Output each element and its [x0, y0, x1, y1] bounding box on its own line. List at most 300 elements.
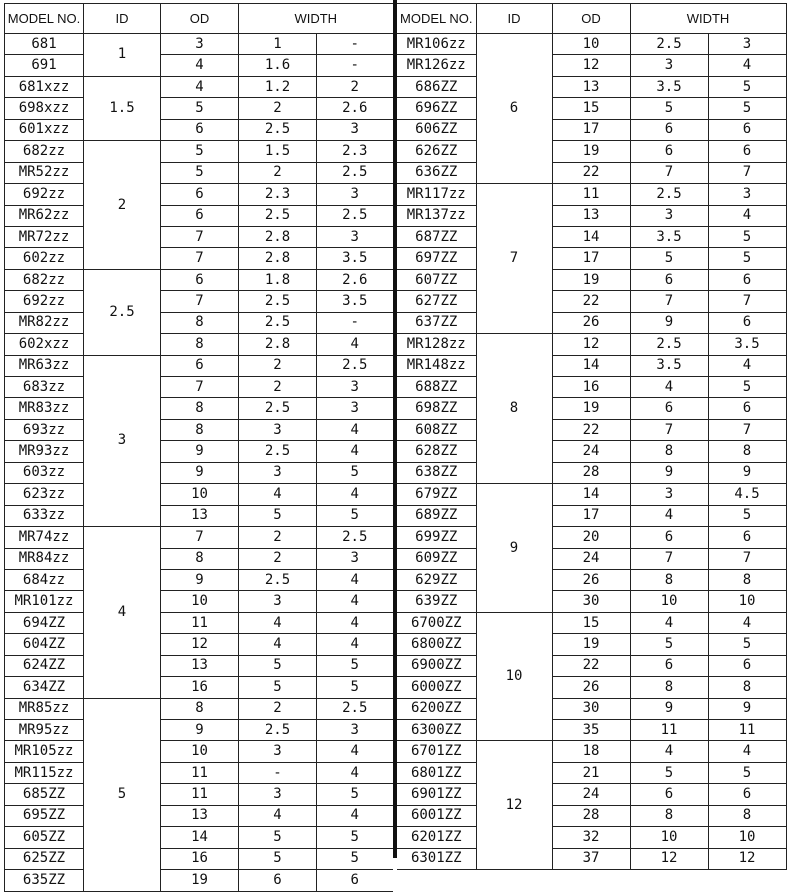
width-outer-cell: 6 [708, 269, 786, 290]
width-outer-cell: 5 [708, 634, 786, 655]
od-cell: 28 [552, 462, 630, 483]
od-cell: 7 [161, 226, 239, 247]
width-inner-cell: 8 [630, 569, 708, 590]
id-cell: 2.5 [84, 269, 161, 355]
model-cell: 699ZZ [397, 527, 476, 548]
model-cell: 638ZZ [397, 462, 476, 483]
od-cell: 12 [161, 634, 239, 655]
width-inner-cell: 1.5 [239, 141, 317, 162]
width-inner-cell: 5 [239, 848, 317, 869]
model-cell: MR84zz [5, 548, 84, 569]
table-row [397, 527, 786, 548]
od-cell: 12 [552, 334, 630, 355]
od-cell: 5 [161, 162, 239, 183]
width-inner-cell: 3 [630, 55, 708, 76]
table-row [5, 248, 393, 269]
od-cell: 26 [552, 569, 630, 590]
width-outer-cell: 4 [708, 612, 786, 633]
width-outer-cell: 7 [708, 548, 786, 569]
table-row [5, 312, 393, 333]
width-inner-cell: 2.5 [239, 720, 317, 741]
width-inner-cell: 12 [630, 848, 708, 869]
width-outer-cell: 4 [708, 205, 786, 226]
width-outer-cell: 9 [708, 462, 786, 483]
width-inner-cell: 9 [630, 462, 708, 483]
od-cell: 13 [161, 805, 239, 826]
table-row [397, 377, 786, 398]
table-row [5, 419, 393, 440]
od-cell: 14 [552, 484, 630, 505]
width-inner-cell: 4 [630, 377, 708, 398]
table-row [397, 76, 786, 97]
od-cell: 6 [161, 119, 239, 140]
width-outer-cell: 2.5 [317, 162, 393, 183]
model-cell: MR63zz [5, 355, 84, 376]
width-outer-cell: 5 [317, 827, 393, 848]
model-cell: 6300ZZ [397, 720, 476, 741]
table-row [5, 377, 393, 398]
model-cell: 605ZZ [5, 827, 84, 848]
table-row [5, 98, 393, 119]
od-cell: 8 [161, 419, 239, 440]
table-row [397, 848, 786, 869]
table-row [5, 226, 393, 247]
width-inner-cell: 4 [630, 505, 708, 526]
header-width: WIDTH [630, 4, 786, 34]
od-cell: 7 [161, 291, 239, 312]
width-inner-cell: 5 [630, 98, 708, 119]
table-row [397, 312, 786, 333]
id-cell: 4 [84, 527, 161, 699]
table-row [5, 870, 393, 891]
od-cell: 14 [552, 226, 630, 247]
od-cell: 6 [161, 205, 239, 226]
model-cell: 691 [5, 55, 84, 76]
width-outer-cell: 4 [317, 569, 393, 590]
width-inner-cell: 2.3 [239, 184, 317, 205]
model-cell: MR74zz [5, 527, 84, 548]
model-cell: 681xzz [5, 76, 84, 97]
model-cell: MR115zz [5, 762, 84, 783]
width-inner-cell: 8 [630, 805, 708, 826]
od-cell: 11 [161, 612, 239, 633]
model-cell: 608ZZ [397, 419, 476, 440]
od-cell: 8 [161, 548, 239, 569]
od-cell: 17 [552, 248, 630, 269]
width-outer-cell: - [317, 55, 393, 76]
model-cell: 689ZZ [397, 505, 476, 526]
width-inner-cell: 8 [630, 677, 708, 698]
width-inner-cell: 2.5 [239, 398, 317, 419]
table-row [5, 119, 393, 140]
width-outer-cell: 2.6 [317, 98, 393, 119]
od-cell: 18 [552, 741, 630, 762]
width-inner-cell: 4 [239, 612, 317, 633]
model-cell: 637ZZ [397, 312, 476, 333]
width-inner-cell: 5 [630, 248, 708, 269]
model-cell: 602xzz [5, 334, 84, 355]
model-cell: 696ZZ [397, 98, 476, 119]
width-inner-cell: 3 [630, 205, 708, 226]
width-inner-cell: 2.5 [239, 119, 317, 140]
width-outer-cell: 5 [317, 505, 393, 526]
width-outer-cell: 3 [317, 119, 393, 140]
bearing-table-right [397, 3, 787, 870]
width-outer-cell: 5 [708, 76, 786, 97]
od-cell: 7 [161, 248, 239, 269]
od-cell: 22 [552, 162, 630, 183]
width-outer-cell: 6 [708, 655, 786, 676]
width-inner-cell: 2.5 [239, 312, 317, 333]
table-row [397, 655, 786, 676]
model-cell: 686ZZ [397, 76, 476, 97]
table-row [5, 655, 393, 676]
table-row [5, 848, 393, 869]
model-cell: 693zz [5, 419, 84, 440]
width-outer-cell: 4 [317, 484, 393, 505]
width-outer-cell: 8 [708, 569, 786, 590]
od-cell: 13 [552, 76, 630, 97]
model-cell: MR93zz [5, 441, 84, 462]
model-cell: 6801ZZ [397, 762, 476, 783]
od-cell: 4 [161, 76, 239, 97]
table-row [5, 762, 393, 783]
id-cell: 6 [476, 34, 552, 184]
od-cell: 8 [161, 334, 239, 355]
width-outer-cell: 6 [708, 398, 786, 419]
model-cell: 627ZZ [397, 291, 476, 312]
width-inner-cell: 6 [630, 141, 708, 162]
width-inner-cell: 2.5 [239, 569, 317, 590]
model-cell: 681 [5, 34, 84, 55]
width-inner-cell: 6 [630, 784, 708, 805]
table-row [5, 698, 393, 719]
od-cell: 21 [552, 762, 630, 783]
model-cell: 692zz [5, 184, 84, 205]
model-cell: 683zz [5, 377, 84, 398]
od-cell: 19 [552, 634, 630, 655]
width-inner-cell: 6 [630, 269, 708, 290]
model-cell: 639ZZ [397, 591, 476, 612]
header-id: ID [84, 4, 161, 34]
table-row [397, 398, 786, 419]
table-row [397, 334, 786, 355]
width-inner-cell: 2 [239, 527, 317, 548]
width-outer-cell: 3.5 [317, 248, 393, 269]
id-cell: 3 [84, 355, 161, 527]
width-inner-cell: 6 [630, 398, 708, 419]
model-cell: MR52zz [5, 162, 84, 183]
model-cell: 682zz [5, 141, 84, 162]
table-row [397, 98, 786, 119]
od-cell: 22 [552, 419, 630, 440]
model-cell: 6201ZZ [397, 827, 476, 848]
width-inner-cell: 4 [630, 741, 708, 762]
model-cell: 682zz [5, 269, 84, 290]
model-cell: MR83zz [5, 398, 84, 419]
od-cell: 11 [552, 184, 630, 205]
width-outer-cell: 4.5 [708, 484, 786, 505]
table-row [397, 226, 786, 247]
width-inner-cell: 8 [630, 441, 708, 462]
width-outer-cell: 3 [708, 34, 786, 55]
od-cell: 11 [161, 762, 239, 783]
model-cell: 688ZZ [397, 377, 476, 398]
width-outer-cell: 5 [708, 377, 786, 398]
id-cell: 8 [476, 334, 552, 484]
od-cell: 19 [552, 269, 630, 290]
width-inner-cell: 1.6 [239, 55, 317, 76]
width-outer-cell: 5 [708, 248, 786, 269]
table-row [397, 119, 786, 140]
model-cell: 623zz [5, 484, 84, 505]
table-row [5, 805, 393, 826]
width-outer-cell: 8 [708, 441, 786, 462]
od-cell: 8 [161, 698, 239, 719]
table-row [397, 484, 786, 505]
model-cell: 684zz [5, 569, 84, 590]
width-outer-cell: 6 [708, 312, 786, 333]
width-inner-cell: 3.5 [630, 355, 708, 376]
table-row [397, 291, 786, 312]
model-cell: 624ZZ [5, 655, 84, 676]
width-outer-cell: 5 [317, 462, 393, 483]
width-outer-cell: 5 [708, 226, 786, 247]
id-cell: 2 [84, 141, 161, 270]
width-inner-cell: 2 [239, 698, 317, 719]
od-cell: 6 [161, 355, 239, 376]
width-outer-cell: 7 [708, 291, 786, 312]
table-row [397, 355, 786, 376]
od-cell: 26 [552, 677, 630, 698]
width-inner-cell: 3.5 [630, 76, 708, 97]
od-cell: 8 [161, 312, 239, 333]
width-inner-cell: - [239, 762, 317, 783]
model-cell: MR101zz [5, 591, 84, 612]
width-inner-cell: 7 [630, 291, 708, 312]
table-row [5, 441, 393, 462]
od-cell: 30 [552, 591, 630, 612]
model-cell: MR82zz [5, 312, 84, 333]
od-cell: 10 [161, 484, 239, 505]
table-row [5, 484, 393, 505]
od-cell: 9 [161, 569, 239, 590]
model-cell: 6800ZZ [397, 634, 476, 655]
id-cell: 5 [84, 698, 161, 891]
width-outer-cell: 3 [317, 398, 393, 419]
table-row [397, 462, 786, 483]
width-inner-cell: 7 [630, 419, 708, 440]
width-outer-cell: 5 [317, 784, 393, 805]
model-cell: 697ZZ [397, 248, 476, 269]
width-inner-cell: 6 [630, 655, 708, 676]
width-outer-cell: 4 [317, 805, 393, 826]
table-row [397, 720, 786, 741]
width-inner-cell: 10 [630, 827, 708, 848]
od-cell: 24 [552, 548, 630, 569]
width-outer-cell: 2.5 [317, 527, 393, 548]
id-cell: 12 [476, 741, 552, 870]
table-row [397, 55, 786, 76]
width-inner-cell: 2 [239, 548, 317, 569]
width-outer-cell: 2.3 [317, 141, 393, 162]
table-row [397, 505, 786, 526]
width-inner-cell: 1 [239, 34, 317, 55]
table-row [5, 741, 393, 762]
width-outer-cell: 9 [708, 698, 786, 719]
width-outer-cell: 3.5 [317, 291, 393, 312]
width-outer-cell: 2.5 [317, 205, 393, 226]
model-cell: 633zz [5, 505, 84, 526]
width-inner-cell: 7 [630, 162, 708, 183]
table-row [5, 634, 393, 655]
model-cell: MR148zz [397, 355, 476, 376]
width-inner-cell: 3 [239, 784, 317, 805]
od-cell: 10 [552, 34, 630, 55]
width-inner-cell: 2.5 [630, 334, 708, 355]
width-outer-cell: 4 [317, 334, 393, 355]
table-body-right [397, 34, 786, 870]
model-cell: 6001ZZ [397, 805, 476, 826]
width-inner-cell: 2.8 [239, 334, 317, 355]
width-outer-cell: 2.6 [317, 269, 393, 290]
od-cell: 3 [161, 34, 239, 55]
width-inner-cell: 4 [239, 805, 317, 826]
table-row [5, 269, 393, 290]
table-row [397, 741, 786, 762]
model-cell: 6301ZZ [397, 848, 476, 869]
width-inner-cell: 3 [630, 484, 708, 505]
width-outer-cell: - [317, 34, 393, 55]
table-row [397, 569, 786, 590]
width-outer-cell: 10 [708, 591, 786, 612]
width-outer-cell: 8 [708, 805, 786, 826]
model-cell: MR106zz [397, 34, 476, 55]
table-row [397, 205, 786, 226]
width-inner-cell: 2.5 [630, 184, 708, 205]
table-row [5, 462, 393, 483]
od-cell: 9 [161, 462, 239, 483]
width-outer-cell: 4 [708, 741, 786, 762]
width-outer-cell: 10 [708, 827, 786, 848]
table-row [5, 162, 393, 183]
model-cell: MR126zz [397, 55, 476, 76]
model-cell: 698ZZ [397, 398, 476, 419]
width-outer-cell: 2.5 [317, 355, 393, 376]
model-cell: 601xzz [5, 119, 84, 140]
table-row [5, 398, 393, 419]
model-cell: 628ZZ [397, 441, 476, 462]
table-row [5, 677, 393, 698]
od-cell: 26 [552, 312, 630, 333]
width-inner-cell: 7 [630, 548, 708, 569]
model-cell: 609ZZ [397, 548, 476, 569]
width-outer-cell: 4 [317, 612, 393, 633]
od-cell: 37 [552, 848, 630, 869]
table-row [397, 677, 786, 698]
width-outer-cell: 4 [317, 634, 393, 655]
od-cell: 8 [161, 398, 239, 419]
width-inner-cell: 5 [239, 655, 317, 676]
od-cell: 22 [552, 291, 630, 312]
table-row [5, 141, 393, 162]
width-inner-cell: 6 [630, 119, 708, 140]
width-inner-cell: 2.8 [239, 226, 317, 247]
width-outer-cell: 4 [317, 741, 393, 762]
width-outer-cell: 7 [708, 419, 786, 440]
od-cell: 7 [161, 377, 239, 398]
od-cell: 9 [161, 720, 239, 741]
table-row [397, 34, 786, 55]
table-row [5, 612, 393, 633]
table-row [5, 205, 393, 226]
model-cell: 604ZZ [5, 634, 84, 655]
header-od: OD [161, 4, 239, 34]
model-cell: 634ZZ [5, 677, 84, 698]
width-outer-cell: 6 [708, 784, 786, 805]
table-row [5, 527, 393, 548]
table-row [397, 441, 786, 462]
od-cell: 9 [161, 441, 239, 462]
od-cell: 35 [552, 720, 630, 741]
table-row [5, 548, 393, 569]
width-inner-cell: 11 [630, 720, 708, 741]
od-cell: 4 [161, 55, 239, 76]
width-inner-cell: 1.2 [239, 76, 317, 97]
table-row [5, 569, 393, 590]
od-cell: 17 [552, 505, 630, 526]
width-inner-cell: 6 [239, 870, 317, 891]
model-cell: 629ZZ [397, 569, 476, 590]
od-cell: 24 [552, 784, 630, 805]
width-outer-cell: 12 [708, 848, 786, 869]
width-inner-cell: 1.8 [239, 269, 317, 290]
width-inner-cell: 5 [239, 677, 317, 698]
model-cell: MR95zz [5, 720, 84, 741]
model-cell: MR117zz [397, 184, 476, 205]
width-inner-cell: 4 [239, 634, 317, 655]
width-inner-cell: 3 [239, 462, 317, 483]
table-row [397, 634, 786, 655]
table-row [5, 591, 393, 612]
table-row [397, 162, 786, 183]
od-cell: 13 [552, 205, 630, 226]
table-row [397, 698, 786, 719]
width-outer-cell: 6 [317, 870, 393, 891]
model-cell: 602zz [5, 248, 84, 269]
table-row [397, 591, 786, 612]
table-row [5, 827, 393, 848]
table-row [5, 784, 393, 805]
width-inner-cell: 10 [630, 591, 708, 612]
width-outer-cell: 4 [317, 591, 393, 612]
table-row [397, 419, 786, 440]
model-cell: 626ZZ [397, 141, 476, 162]
width-inner-cell: 2.5 [630, 34, 708, 55]
width-inner-cell: 5 [239, 827, 317, 848]
width-outer-cell: 4 [708, 55, 786, 76]
table-row [397, 184, 786, 205]
width-inner-cell: 2.5 [239, 291, 317, 312]
od-cell: 6 [161, 184, 239, 205]
width-outer-cell: 6 [708, 141, 786, 162]
table-row [5, 334, 393, 355]
width-outer-cell: 3 [708, 184, 786, 205]
width-inner-cell: 3 [239, 741, 317, 762]
id-cell: 10 [476, 612, 552, 741]
od-cell: 12 [552, 55, 630, 76]
width-outer-cell: 3 [317, 720, 393, 741]
